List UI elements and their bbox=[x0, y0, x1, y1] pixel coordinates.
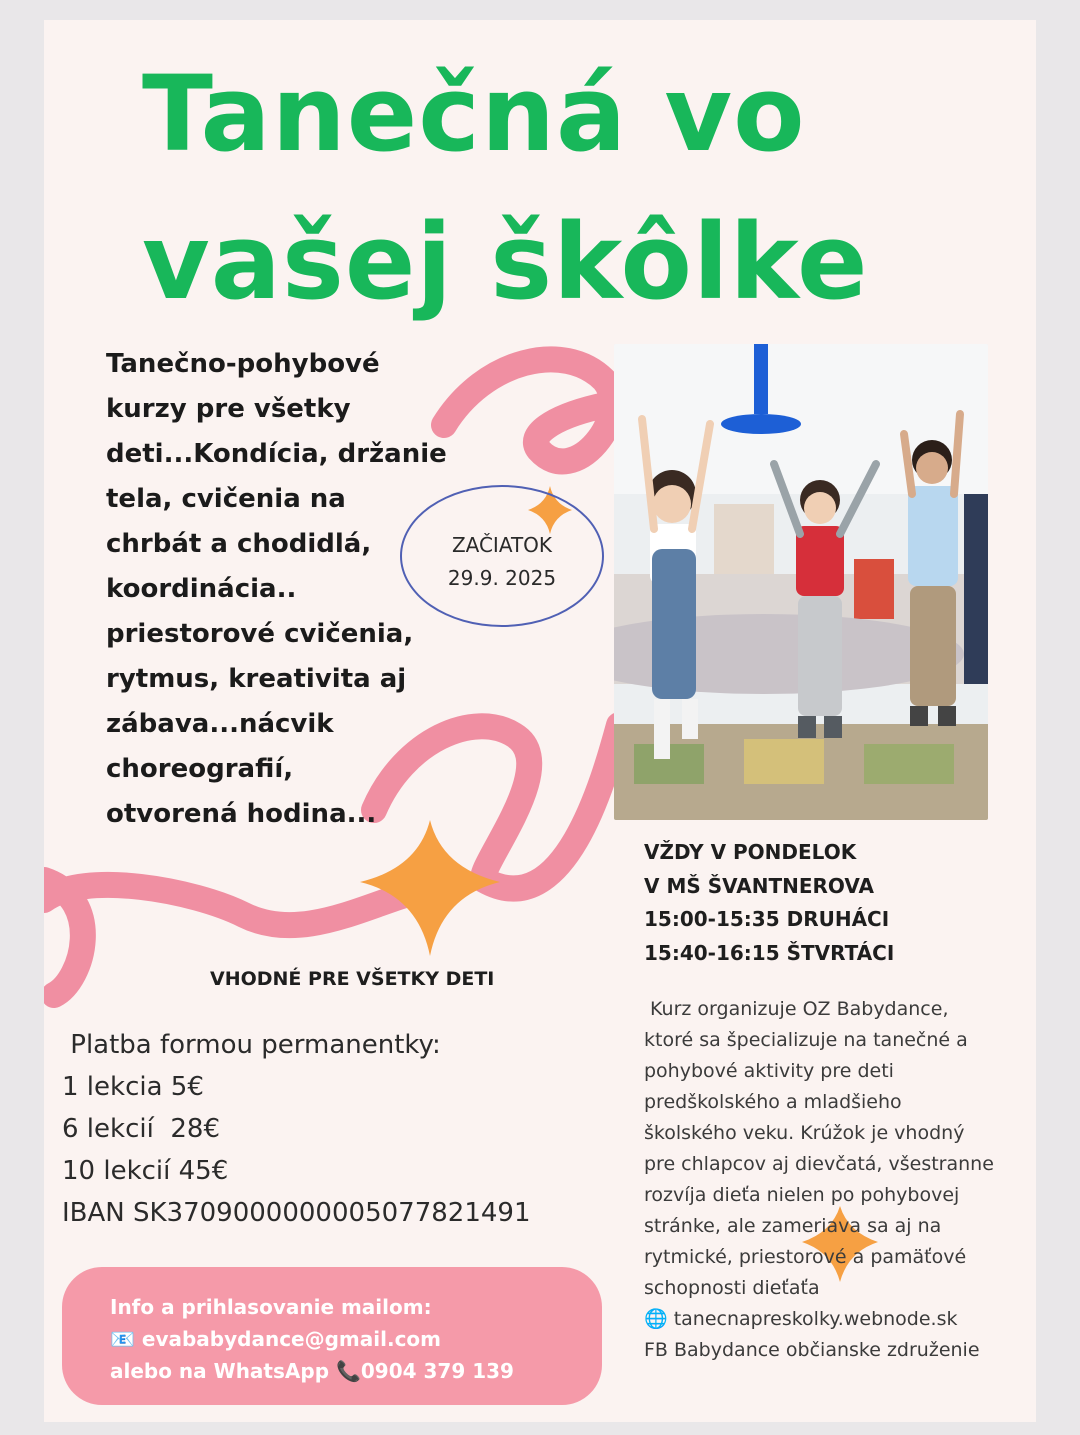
star-large-icon bbox=[360, 820, 500, 956]
intro-line: kurzy pre všetky bbox=[106, 394, 351, 424]
price-line: 1 lekcia 5€ bbox=[62, 1072, 204, 1102]
contact-heading: Info a prihlasovanie mailom: bbox=[110, 1295, 432, 1319]
poster bbox=[44, 20, 1036, 1422]
intro-line: rytmus, kreativita aj bbox=[106, 664, 407, 694]
intro-line: priestorové cvičenia, bbox=[106, 619, 414, 649]
email-icon: 📧 bbox=[110, 1327, 135, 1351]
children-dancing-photo bbox=[614, 344, 988, 820]
payment-info bbox=[62, 1024, 530, 1234]
about-line: ktoré sa špecializuje na tanečné a bbox=[644, 1029, 968, 1051]
start-date-ellipse bbox=[400, 485, 604, 627]
about-line: Kurz organizuje OZ Babydance, bbox=[644, 998, 949, 1020]
intro-line: koordinácia.. bbox=[106, 574, 297, 604]
about-line: rozvíja dieťa nielen po pohybovej bbox=[644, 1184, 960, 1206]
about-line: školského veku. Krúžok je vhodný bbox=[644, 1122, 965, 1144]
schedule-line: VŽDY V PONDELOK bbox=[644, 840, 857, 864]
about-line: stránke, ale zameriava sa aj na bbox=[644, 1215, 942, 1237]
schedule-line: V MŠ ŠVANTNEROVA bbox=[644, 873, 874, 898]
website-line[interactable] bbox=[644, 1304, 1032, 1335]
schedule-line: 15:00-15:35 DRUHÁCI bbox=[644, 907, 890, 931]
intro-line: Tanečno-pohybové bbox=[106, 349, 380, 379]
about-course bbox=[644, 994, 1032, 1366]
start-date: 29.9. 2025 bbox=[447, 566, 557, 590]
whatsapp-prefix: alebo na WhatsApp bbox=[110, 1359, 336, 1383]
facebook-line: FB Babydance občianske združenie bbox=[644, 1339, 980, 1361]
intro-line: deti...Kondícia, držanie bbox=[106, 439, 447, 469]
intro-line: choreografií, bbox=[106, 754, 294, 784]
schedule-line: 15:40-16:15 ŠTVRTÁCI bbox=[644, 940, 895, 965]
title-line-1: Tanečná vo bbox=[142, 53, 806, 175]
email-line[interactable] bbox=[110, 1323, 602, 1355]
price-line: 6 lekcií 28€ bbox=[62, 1114, 220, 1144]
schedule bbox=[644, 836, 894, 970]
about-line: schopnosti dieťaťa bbox=[644, 1277, 820, 1299]
price-line: 10 lekcií 45€ bbox=[62, 1156, 229, 1186]
photo-illustration bbox=[614, 344, 988, 820]
about-line: pohybové aktivity pre deti bbox=[644, 1060, 894, 1082]
about-line: rytmické, priestorové a pamäťové bbox=[644, 1246, 967, 1268]
phone-number[interactable]: 0904 379 139 bbox=[360, 1359, 514, 1383]
website-link[interactable]: tanecnapreskolky.webnode.sk bbox=[673, 1308, 958, 1330]
iban: IBAN SK3709000000005077821491 bbox=[62, 1198, 531, 1228]
payment-heading: Platba formou permanentky: bbox=[62, 1030, 441, 1060]
phone-icon: 📞 bbox=[335, 1359, 361, 1383]
about-line: predškolského a mladšieho bbox=[644, 1091, 902, 1113]
contact-box bbox=[62, 1267, 602, 1405]
globe-icon: 🌐 bbox=[644, 1308, 668, 1330]
intro-line: zábava...nácvik bbox=[106, 709, 334, 739]
title-line-2: vašej škôlke bbox=[142, 201, 869, 323]
about-line: pre chlapcov aj dievčatá, všestranne bbox=[644, 1153, 994, 1175]
suitable-for-all: VHODNÉ PRE VŠETKY DETI bbox=[210, 968, 495, 990]
email-link[interactable]: evababydance@gmail.com bbox=[141, 1327, 442, 1351]
whatsapp-line[interactable] bbox=[110, 1355, 602, 1387]
intro-line: otvorená hodina... bbox=[106, 799, 377, 829]
intro-line: chrbát a chodidlá, bbox=[106, 529, 372, 559]
intro-line: tela, cvičenia na bbox=[106, 484, 346, 514]
start-label: ZAČIATOK bbox=[451, 533, 553, 557]
